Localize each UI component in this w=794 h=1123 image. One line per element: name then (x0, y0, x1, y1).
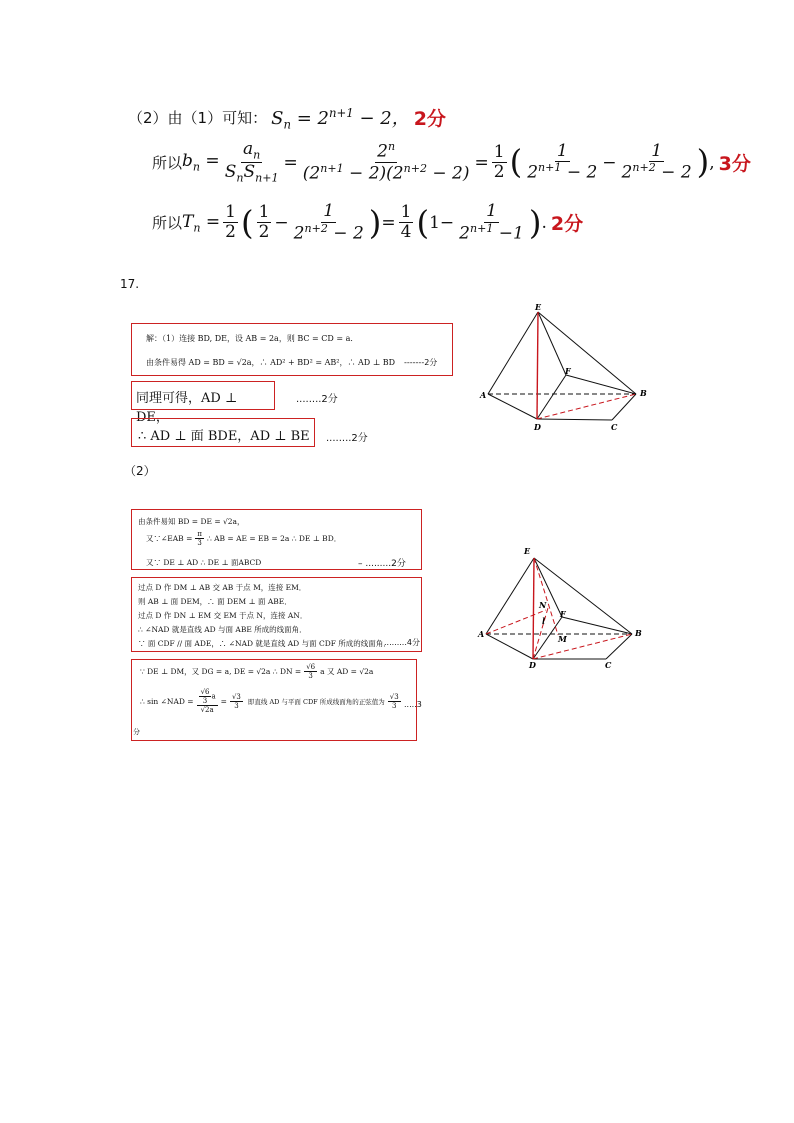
tn-line: 所以 $T_n$ = $\frac{1}{2}$ ( $\frac{1}{2}$ − $\frac{1}{2^{n+2} - 2}$ ) = $\frac{1}{4}$ ( 1− $\frac{1}{2^{n+1} -1}$ ) . 2分 (152, 201, 584, 244)
label-F: F (565, 366, 571, 376)
c2-line2: 则 AB ⊥ 面 DEM，∴ 面 DEM ⊥ 面 ABE． (138, 597, 292, 606)
c1-score: – .........2分 (358, 559, 406, 569)
label2-B: B (635, 628, 642, 638)
b3-score: ........2分 (326, 433, 368, 444)
pyramid-figure-2 (476, 540, 656, 675)
label2-G: l (542, 616, 546, 626)
p2-box3 (131, 659, 422, 741)
b1-line1: 解：（1）连接 BD, DE，设 AB = 2a，则 BC = CD = a． (146, 334, 359, 343)
suoyi-2: 所以 (152, 214, 183, 233)
label-B: B (640, 388, 647, 398)
c3-score: .....3 (404, 700, 422, 709)
c1-line3: 又∵ DE ⊥ AD ∴ DE ⊥ 面ABCD (146, 558, 262, 567)
label2-A: A (478, 629, 485, 639)
b1-score: -------2分 (404, 358, 438, 367)
sn-formula: $S_n = 2^{n+1} - 2$， (271, 106, 410, 132)
label-C: C (611, 422, 618, 432)
label-A: A (480, 390, 487, 400)
suoyi-1: 所以 (152, 154, 183, 173)
p2-box1 (131, 509, 422, 570)
label2-E: E (524, 546, 531, 556)
c2-line3: 过点 D 作 DN ⊥ EM 交 EM 于点 N，连接 AN． (138, 611, 308, 620)
part2-line1 (128, 104, 446, 132)
score-2b: 2分 (550, 213, 584, 236)
c2-line5: ∵ 面 CDF // 面 ADE，∴ ∠NAD 就是直线 AD 与面 CDF 所成的线面角． (138, 639, 391, 648)
part2-label: （2） (124, 464, 156, 478)
label-E: E (535, 302, 542, 312)
b2-text: 同理可得，AD ⊥ DE， (136, 391, 238, 425)
label2-M: M (558, 634, 567, 644)
question-17: 17. (120, 277, 140, 291)
c3-line2: ∴ sin ∠NAD = $\frac{√6}{3}$ a √2a = $\frac{√3}{3}$ 即直线 AD 与平面 CDF 所成线面角的正弦值为 $\frac{√3}{3}$ (140, 688, 399, 715)
score-3: 3分 (718, 153, 751, 176)
b2-score: ........2分 (296, 394, 338, 405)
b1-line2: 由条件易得 AD = BD = √2a，∴ AD² + BD² = AB²，∴ AD ⊥ BD (146, 358, 396, 367)
q17-box1 (131, 323, 453, 376)
part2-header: （2）由（1）可知： (128, 109, 268, 128)
q17-box2 (131, 381, 275, 425)
pyramid-figure-1 (478, 300, 658, 435)
label2-N: N (539, 600, 547, 610)
c2-line1: 过点 D 作 DM ⊥ AB 交 AB 于点 M，连接 EM． (138, 583, 307, 592)
c1-line1: 由条件易知 BD = DE = √2a， (138, 517, 245, 526)
c2-score: .........4分 (384, 638, 420, 647)
label-D: D (534, 422, 541, 432)
b3-text: ∴ AD ⊥ 面 BDE，AD ⊥ BE (138, 429, 310, 444)
c1-line2: 又∵∠EAB = $\frac{\pi}{3}$ ∴ AB = AE = EB = 2a ∴ DE ⊥ BD． (146, 530, 342, 548)
label2-F: F (560, 609, 566, 619)
p2-box2 (131, 577, 422, 652)
bn-line: 所以 $b_n$ = $\frac{a_n}{S_nS_{n+1}}$ = $\frac{2^n}{(2^{n+1} - 2)(2^{n+2} - 2)}$ = $\frac{1}{2}$ ( $\frac{1}{2^{n+1} - 2}$ − $\frac{1}{2^{n+2} - 2}$ ) , 3分 (152, 139, 751, 185)
c3-fen: 分 (133, 728, 140, 736)
label2-D: D (529, 660, 536, 670)
label2-C: C (605, 660, 612, 670)
c2-line4: ∴ ∠NAD 就是直线 AD 与面 ABE 所成的线面角． (138, 625, 307, 634)
c3-line1: ∵ DE ⊥ DM，又 DG = a, DE = √2a ∴ DN = $\frac{√6}{3}$ a 又 AD = √2a (140, 663, 374, 681)
score-2: 2分 (413, 108, 446, 131)
q17-box3 (131, 418, 315, 447)
